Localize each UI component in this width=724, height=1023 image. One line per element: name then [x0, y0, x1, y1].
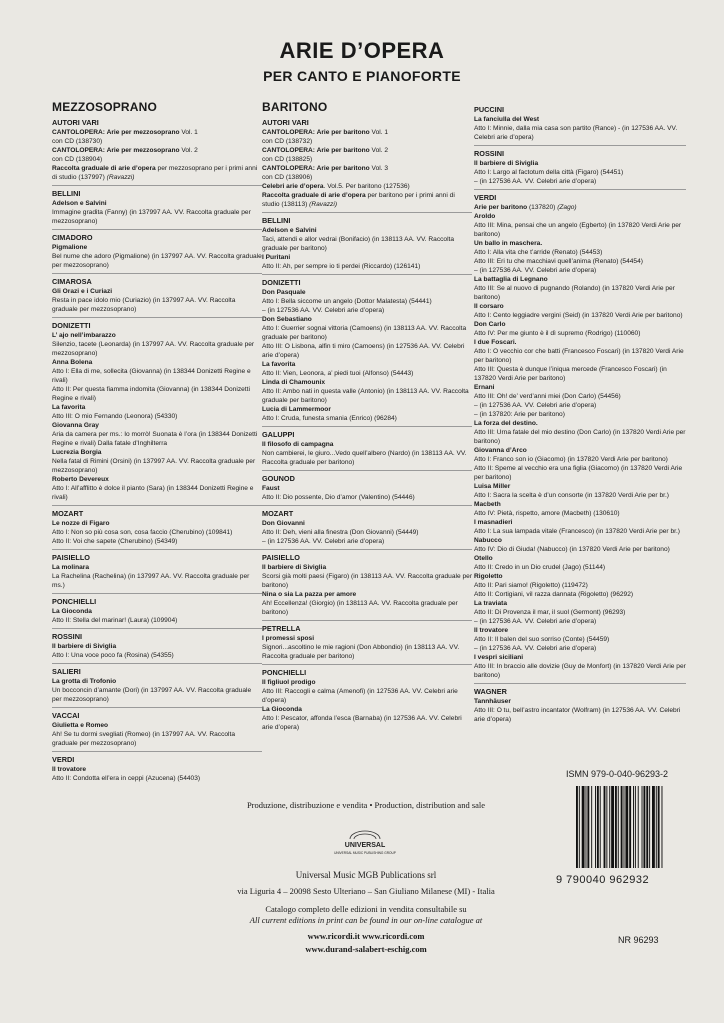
- page-title: ARIE D’OPERA: [279, 38, 445, 63]
- logo-subtext: UNIVERSAL MUSIC PUBLISHING GROUP: [334, 851, 396, 855]
- catalogue-entry: I masnadieri: [474, 519, 513, 526]
- catalogue-entry: con CD (138732): [262, 138, 313, 145]
- catalogue-entry: Atto III: O Lisbona, alfin ti miro (Camoens) (in 127536 AA. VV. Celebri arie d’opera): [262, 343, 465, 359]
- composer-group: [52, 321, 262, 502]
- catalogue-entry: Giulietta e Romeo: [52, 722, 109, 729]
- divider: [474, 189, 686, 190]
- catalogue-entry: Il barbiere di Siviglia: [262, 564, 327, 571]
- catalogue-entry: – (in 127536 AA. VV. Celebri arie d’opera): [474, 267, 597, 274]
- catalogue-entry: Gli Orazi e i Curiazi: [52, 288, 113, 295]
- catalogue-entry: Atto III: Mina, pensai che un angelo (Egberto) (in 137820 Verdi Arie per baritono): [474, 222, 682, 238]
- catalogue-entry: Atto III: Eri tu che macchiavi quell’anima (Renato) (54454): [474, 258, 643, 265]
- catalogue-entry: Aria da camera per ms.: Io morrò! Suonata è l’ora (in 138344 Donizetti Regine e rivali) Dalla fatale d’Inghilterra: [52, 431, 258, 447]
- catalogue-entry: Atto II: Il balen del suo sorriso (Conte) (54459): [474, 636, 610, 643]
- catalogue-entry: Atto I: Una voce poco fa (Rosina) (54355): [52, 652, 174, 659]
- composer-group: [474, 193, 686, 680]
- catalogue-entry: – (in 127536 AA. VV. Celebri arie d’opera): [474, 618, 597, 625]
- composer-group: [52, 233, 262, 270]
- composer-name: GALUPPI: [262, 430, 295, 439]
- composer-name: VERDI: [52, 755, 75, 764]
- catalogue-entry: La favorita: [52, 404, 86, 411]
- catalogue-entry: Atto I: La sua lampada vitale (Francesco) (in 137820 Verdi Arie per br.): [474, 528, 680, 535]
- catalogue-entry: Macbeth: [474, 501, 501, 508]
- composer-group: [52, 632, 262, 660]
- catalogue-entry: Il barbiere di Siviglia: [474, 160, 539, 167]
- catalogue-entry: Atto I: Pescator, affonda l’esca (Barnaba) (in 127536 AA. VV. Celebri arie d’opera): [262, 715, 462, 731]
- catalogue-entry: Silenzio, tacete (Leonarda) (in 137997 AA. VV. Raccolta graduale per mezzosoprano): [52, 341, 255, 357]
- catalogue-entry: – (in 127536 AA. VV. Celebri arie d’opera): [474, 645, 597, 652]
- composer-group: [52, 277, 262, 314]
- divider: [474, 145, 686, 146]
- composer-group: [262, 278, 472, 423]
- catalogue-entry: L’ ajo nell’imbarazzo: [52, 332, 116, 339]
- catalogue-entry: Anna Bolena: [52, 359, 93, 366]
- catalogue-entry: La battaglia di Legnano: [474, 276, 548, 283]
- catalogue-entry: La forza del destino.: [474, 420, 538, 427]
- catalogue-entry: Atto II: Condotta ell’era in ceppi (Azucena) (54403): [52, 775, 201, 782]
- page-subtitle: PER CANTO E PIANOFORTE: [263, 68, 461, 84]
- catalogue-entry: Adelson e Salvini: [262, 227, 317, 234]
- catalogue-entry: Roberto Devereux: [52, 476, 109, 483]
- catalogue-entry: Le nozze di Figaro: [52, 520, 110, 527]
- catalogue-entry: CANTOLOPERA: Arie per mezzosoprano Vol. 1: [52, 129, 198, 136]
- catalogue-entry: Atto I: Alla vita che t’arride (Renato) (54453): [474, 249, 603, 256]
- catalogue-entry: Atto II: Voi che sapete (Cherubino) (54349): [52, 538, 178, 545]
- composer-name: CIMAROSA: [52, 277, 92, 286]
- catalogue-entry: Atto II: Cortigiani, vil razza dannata (Rigoletto) (96292): [474, 591, 634, 598]
- composer-name: VACCAI: [52, 711, 80, 720]
- composer-name: WAGNER: [474, 687, 507, 696]
- composer-group: [262, 624, 472, 661]
- catalogue-entry: Atto I: Cento leggiadre vergini (Seid) (in 137820 Verdi Arie per baritono): [474, 312, 683, 319]
- catalogue-entry: Atto II: Ah, per sempre io ti perdei (Riccardo) (126141): [262, 263, 421, 270]
- catalogue-entry: Tannhäuser: [474, 698, 511, 705]
- catalogue-entry: Atto II: Ambo nati in questa valle (Antonio) (in 138113 AA. VV. Raccolta graduale per baritono): [262, 388, 469, 404]
- catalogue-entry: Atto IV: Dio di Giuda! (Nabucco) (in 137820 Verdi Arie per baritono): [474, 546, 670, 553]
- divider: [52, 317, 262, 318]
- composer-group: [474, 105, 686, 142]
- composer-group: [262, 216, 472, 271]
- catalogue-entry: Ernani: [474, 384, 495, 391]
- divider: [52, 229, 262, 230]
- catalogue-entry: – (in 127536 AA. VV. Celebri arie d’opera): [262, 307, 385, 314]
- catalogue-entry: Atto II: Dio possente, Dio d’amor (Valentino) (54446): [262, 494, 415, 501]
- footer-company: Universal Music MGB Publications srl: [295, 870, 437, 880]
- catalogue-entry: Don Giovanni: [262, 520, 305, 527]
- footer-catalogue-it: Catalogo completo delle edizioni in vendita consultabile su: [265, 904, 467, 914]
- catalogue-entry: Luisa Miller: [474, 483, 511, 490]
- catalogue-entry: I promessi sposi: [262, 635, 315, 642]
- divider: [262, 426, 472, 427]
- catalogue-entry: Resta in pace idolo mio (Curiazio) (in 137997 AA. VV. Raccolta graduale per mezzosoprano): [52, 297, 236, 313]
- composer-name: BELLINI: [52, 189, 81, 198]
- catalogue-entry: Atto III: O mio Fernando (Leonora) (54330): [52, 413, 178, 420]
- catalogue-entry: Nella fatal di Rimini (Orsini) (in 137997 AA. VV. Raccolta graduale per mezzosoprano): [52, 458, 256, 474]
- catalogue-entry: La Gioconda: [52, 608, 92, 615]
- composer-name: SALIERI: [52, 667, 81, 676]
- composer-name: AUTORI VARI: [262, 118, 309, 127]
- catalogue-entry: La favorita: [262, 361, 296, 368]
- composer-name: BELLINI: [262, 216, 291, 225]
- catalogue-entry: Ah! Eccellenza! (Giorgio) (in 138113 AA. VV. Raccolta graduale per baritono): [262, 600, 458, 616]
- divider: [52, 549, 262, 550]
- catalogue-entry: Atto I: All’afflitto è dolce il pianto (Sara) (in 138344 Donizetti Regine e rivali): [52, 485, 254, 501]
- footer-address: via Liguria 4 – 20098 Sesto Ulteriano – San Giuliano Milanese (MI) - Italia: [237, 886, 495, 896]
- ismn-code: ISMN 979-0-040-96293-2: [566, 769, 669, 779]
- divider: [52, 707, 262, 708]
- catalogue-entry: Atto II: Deh, vieni alla finestra (Don Giovanni) (54449): [262, 529, 419, 536]
- catalogue-entry: La Gioconda: [262, 706, 302, 713]
- catalogue-entry: Atto II: Credo in un Dio crudel (Jago) (51144): [474, 564, 606, 571]
- composer-group: [262, 668, 472, 732]
- catalogue-entry: Il barbiere di Siviglia: [52, 643, 117, 650]
- catalogue-entry: Atto III: Raccogli e calma (Amenofi) (in 127536 AA. VV. Celebri arie d’opera): [262, 688, 458, 704]
- catalogue-entry: Pigmalione: [52, 244, 88, 251]
- column-title: BARITONO: [262, 100, 328, 114]
- composer-name: DONIZETTI: [262, 278, 301, 287]
- catalogue-entry: Il trovatore: [52, 766, 87, 773]
- composer-name: ROSSINI: [52, 632, 83, 641]
- catalogue-entry: Atto II: Stella del marinar! (Laura) (109904): [52, 617, 178, 624]
- catalogue-entry: Arie per baritono (137820) (Zago): [474, 204, 577, 211]
- catalogue-entry: Atto I: O vecchio cor che batti (Francesco Foscari) (in 137820 Verdi Arie per baritono): [474, 348, 684, 364]
- catalogue-entry: Atto II: Speme al vecchio era una figlia (Giacomo) (in 137820 Verdi Arie per baritono): [474, 465, 683, 481]
- divider: [262, 274, 472, 275]
- composer-name: DONIZETTI: [52, 321, 91, 330]
- catalogue-entry: Atto I: Non so più cosa son, cosa faccio (Cherubino) (109841): [52, 529, 233, 536]
- composer-name: CIMADORO: [52, 233, 93, 242]
- catalogue-entry: Atto I: Cruda, funesta smania (Enrico) (96284): [262, 415, 397, 422]
- divider: [262, 470, 472, 471]
- composer-group: [52, 597, 262, 625]
- divider: [474, 683, 686, 684]
- catalogue-entry: – (in 127536 AA. VV. Celebri arie d’opera): [474, 402, 597, 409]
- composer-name: PUCCINI: [474, 105, 504, 114]
- divider: [52, 185, 262, 186]
- catalogue-entry: La Rachelina (Rachelina) (in 137997 AA. VV. Raccolta graduale per ms.): [52, 573, 250, 589]
- catalogue-entry: Atto I: Ella di me, sollecita (Giovanna) (in 138344 Donizetti Regine e rivali): [52, 368, 251, 384]
- catalogue-entry: Lucrezia Borgia: [52, 449, 102, 456]
- catalogue-entry: Il trovatore: [474, 627, 509, 634]
- composer-group: [262, 430, 472, 467]
- catalogue-entry: Un bocconcin d’amante (Dori) (in 137997 AA. VV. Raccolta graduale per mezzosoprano): [52, 687, 252, 703]
- divider: [262, 505, 472, 506]
- divider: [52, 751, 262, 752]
- composer-name: MOZART: [52, 509, 84, 518]
- catalogue-entry: CANTOLOPERA: Arie per mezzosoprano Vol. 2: [52, 147, 198, 154]
- catalogue-entry: Atto I: Bella siccome un angelo (Dottor Malatesta) (54441): [262, 298, 432, 305]
- composer-group: [52, 118, 262, 182]
- catalogue-entry: Scorsi già molti paesi (Figaro) (in 138113 AA. VV. Raccolta graduale per baritono): [262, 573, 473, 589]
- catalogue-entry: Lucia di Lammermoor: [262, 406, 331, 413]
- composer-group: [52, 667, 262, 704]
- catalogue-entry: Don Carlo: [474, 321, 506, 328]
- catalogue-entry: Il corsaro: [474, 303, 504, 310]
- catalogue-entry: Giovanna Gray: [52, 422, 99, 429]
- catalogue-entry: Atto II: Per questa fiamma indomita (Giovanna) (in 138344 Donizetti Regine e rivali): [52, 386, 250, 402]
- composer-name: AUTORI VARI: [52, 118, 99, 127]
- column-mezzosoprano: [52, 100, 262, 783]
- composer-group: [262, 474, 472, 502]
- catalogue-entry: Nabucco: [474, 537, 502, 544]
- catalogue-entry: Don Pasquale: [262, 289, 306, 296]
- catalogue-entry: Atto II: Di Provenza il mar, il suol (Germont) (96293): [474, 609, 626, 616]
- catalogue-entry: Signori...ascoltino le mie ragioni (Don Abbondio) (in 138113 AA. VV. Raccolta graduale per baritono): [262, 644, 460, 660]
- column-baritono-continued: [474, 102, 686, 724]
- catalogue-entry: Aroldo: [474, 213, 496, 220]
- catalogue-entry: Otello: [474, 555, 493, 562]
- column-title: MEZZOSOPRANO: [52, 100, 158, 114]
- catalogue-entry: Atto I: Guerrier sognai vittoria (Camoens) (in 138113 AA. VV. Raccolta graduale per baritono): [262, 325, 467, 341]
- divider: [262, 620, 472, 621]
- catalogue-entry: Raccolta graduale di arie d’opera per mezzosoprano per i primi anni di studio (137997) (Ravazzi): [52, 165, 258, 181]
- catalogue-entry: La grotta di Trofonio: [52, 678, 117, 685]
- divider: [52, 628, 262, 629]
- divider: [52, 593, 262, 594]
- catalogue-entry: Atto III: Urna fatale del mio destino (Don Carlo) (in 137820 Verdi Arie per baritono): [474, 429, 686, 445]
- composer-group: [474, 687, 686, 724]
- composer-group: [52, 189, 262, 226]
- catalogue-entry: Atto III: Se al nuovo di pugnando (Rolando) (in 137820 Verdi Arie per baritono): [474, 285, 675, 301]
- catalogue-entry: Atto II: Pari siamo! (Rigoletto) (119472): [474, 582, 588, 589]
- catalogue-entry: Atto I: Sacra la scelta è d’un consorte (in 137820 Verdi Arie per br.): [474, 492, 669, 499]
- composer-group: [52, 755, 262, 783]
- composer-name: PAISIELLO: [52, 553, 90, 562]
- catalogue-entry: La fanciulla del West: [474, 116, 540, 123]
- catalogue-entry: – (in 127536 AA. VV. Celebri arie d’opera): [474, 178, 597, 185]
- catalogue-entry: Atto III: Questa è dunque l’iniqua mercede (Francesco Foscari) (in 137820 Verdi Arie per baritono): [474, 366, 667, 382]
- catalogue-number: NR 96293: [618, 935, 659, 945]
- catalogue-entry: Giovanna d’Arco: [474, 447, 527, 454]
- composer-name: VERDI: [474, 193, 497, 202]
- catalogue-entry: Celebri arie d’opera. Vol.5. Per baritono (127536): [262, 183, 410, 190]
- catalogue-entry: Atto IV: Pietà, rispetto, amore (Macbeth) (130610): [474, 510, 620, 517]
- catalogue-entry: Don Sebastiano: [262, 316, 312, 323]
- divider: [52, 505, 262, 506]
- catalogue-entry: Faust: [262, 485, 280, 492]
- catalogue-entry: Rigoletto: [474, 573, 503, 580]
- catalogue-entry: La molinara: [52, 564, 90, 571]
- composer-group: [52, 553, 262, 590]
- catalogue-entry: Non cambierei, le giuro...Vedo quell’albero (Nardo) (in 138113 AA. VV. Raccolta graduale per baritono): [262, 450, 467, 466]
- catalogue-entry: Linda di Chamounix: [262, 379, 326, 386]
- composer-name: PETRELLA: [262, 624, 301, 633]
- catalogue-entry: Nina o sia La pazza per amore: [262, 591, 357, 598]
- catalogue-entry: con CD (138730): [52, 138, 103, 145]
- catalogue-entry: Atto I: Minnie, dalla mia casa son partito (Rance) - (in 127536 AA. VV. Celebri arie d’opera): [474, 125, 678, 141]
- composer-name: PONCHIELLI: [262, 668, 307, 677]
- composer-group: [474, 149, 686, 186]
- composer-name: MOZART: [262, 509, 294, 518]
- composer-name: ROSSINI: [474, 149, 505, 158]
- divider: [262, 664, 472, 665]
- catalogue-entry: CANTOLOPERA: Arie per baritono Vol. 3: [262, 165, 389, 172]
- catalogue-entry: Raccolta graduale di arie d’opera per baritono per i primi anni di studio (138113) (Ravazzi): [262, 192, 455, 208]
- composer-name: PAISIELLO: [262, 553, 300, 562]
- composer-name: GOUNOD: [262, 474, 295, 483]
- catalogue-entry: Atto II: Vien, Leonora, a’ piedi tuoi (Alfonso) (54443): [262, 370, 414, 377]
- catalogue-entry: Atto IV: Per me giunto è il dì supremo (Rodrigo) (110060): [474, 330, 641, 337]
- composer-name: PONCHIELLI: [52, 597, 97, 606]
- footer-web-durand: www.durand-salabert-eschig.com: [305, 944, 427, 954]
- footer-web-ricordi: www.ricordi.it www.ricordi.com: [307, 931, 425, 941]
- catalogue-entry: CANTOLOPERA: Arie per baritono Vol. 2: [262, 147, 389, 154]
- catalogue-entry: I vespri siciliani: [474, 654, 524, 661]
- catalogue-entry: Un ballo in maschera.: [474, 240, 543, 247]
- column-baritono: [262, 100, 472, 732]
- catalogue-entry: – (in 127536 AA. VV. Celebri arie d’opera): [262, 538, 385, 545]
- composer-group: [262, 509, 472, 546]
- universal-logo-icon: [320, 815, 410, 865]
- divider: [262, 549, 472, 550]
- catalogue-entry: Atto III: O tu, bell’astro incantator (Wolfram) (in 127536 AA. VV. Celebri arie d’opera): [474, 707, 681, 723]
- catalogue-entry: Atto I: Largo al factotum della città (Figaro) (54451): [474, 169, 624, 176]
- catalogue-entry: Immagine gradita (Fanny) (in 137997 AA. VV. Raccolta graduale per mezzosoprano): [52, 209, 251, 225]
- composer-group: [262, 553, 472, 617]
- catalogue-entry: I Puritani: [262, 254, 291, 261]
- catalogue-entry: con CD (138906): [262, 174, 313, 181]
- barcode-icon: [572, 786, 692, 871]
- catalogue-entry: CANTOLOPERA: Arie per baritono Vol. 1: [262, 129, 389, 136]
- catalogue-entry: Atto III: Oh! de’ verd’anni miei (Don Carlo) (54456): [474, 393, 621, 400]
- composer-group: [262, 118, 472, 209]
- composer-group: [52, 509, 262, 546]
- catalogue-entry: Atto I: Franco son io (Giacomo) (in 137820 Verdi Arie per baritono): [474, 456, 668, 463]
- catalogue-entry: con CD (138904): [52, 156, 103, 163]
- footer-catalogue-en: All current editions in print can be found in our on-line catalogue at: [249, 915, 483, 925]
- composer-group: [52, 711, 262, 748]
- ean-number: 9 790040 962932: [556, 874, 650, 886]
- catalogue-entry: I due Foscari.: [474, 339, 517, 346]
- catalogue-entry: Bel nume che adoro (Pigmalione) (in 137997 AA. VV. Raccolta graduale per mezzosoprano): [52, 253, 262, 269]
- catalogue-entry: – (in 137820: Arie per baritono): [474, 411, 565, 418]
- catalogue-entry: Taci, attendi e allor vedrai (Bonifacio) (in 138113 AA. VV. Raccolta graduale per baritono): [262, 236, 455, 252]
- catalogue-entry: Ah! Se tu dormi svegliati (Romeo) (in 137997 AA. VV. Raccolta graduale per mezzosoprano): [52, 731, 236, 747]
- logo-text: UNIVERSAL: [344, 842, 386, 849]
- catalogue-entry: La traviata: [474, 600, 507, 607]
- footer-production: Produzione, distribuzione e vendita • Production, distribution and sale: [246, 800, 486, 810]
- catalogue-entry: Il figliuol prodigo: [262, 679, 316, 686]
- catalogue-entry: con CD (138825): [262, 156, 313, 163]
- catalogue-entry: Il filosofo di campagna: [262, 441, 334, 448]
- divider: [52, 273, 262, 274]
- catalogue-entry: Atto III: In braccio alle dovizie (Guy de Monfort) (in 137820 Verdi Arie per baritono): [474, 663, 686, 679]
- catalogue-entry: Adelson e Salvini: [52, 200, 107, 207]
- divider: [262, 212, 472, 213]
- divider: [52, 663, 262, 664]
